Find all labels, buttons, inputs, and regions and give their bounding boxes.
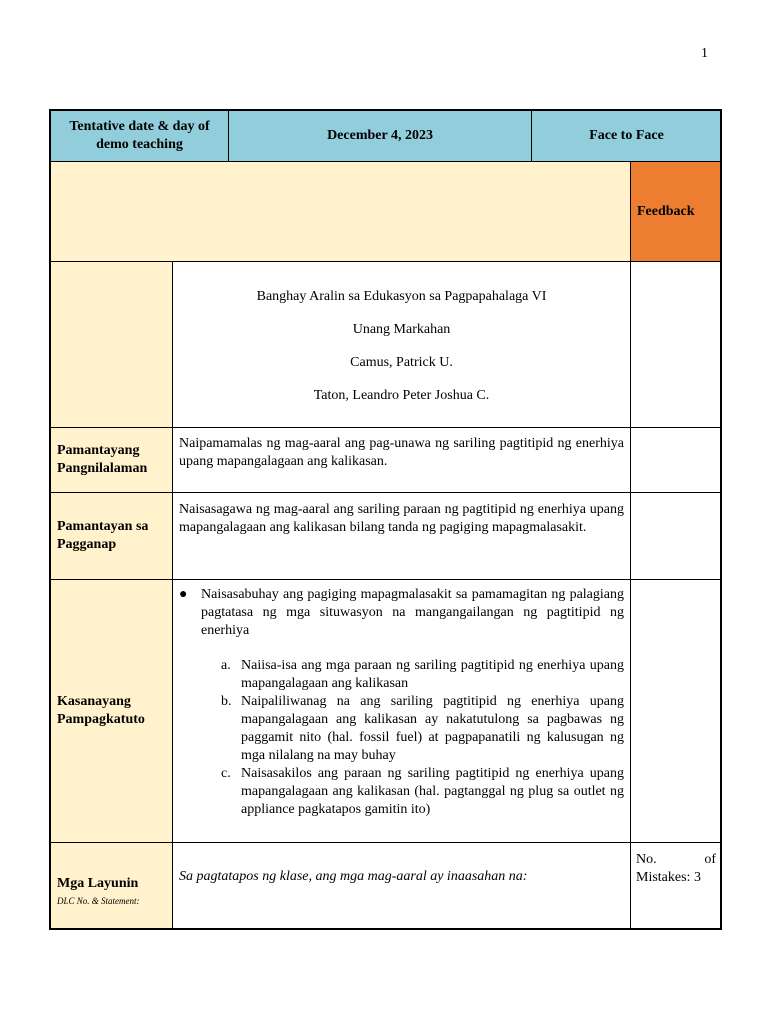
content-standard-text: Naipamamalas ng mag-aaral ang pag-unawa ng sariling pagtitipid ng enerhiya upang mapangalagaan ang kalikasan. [179, 436, 624, 469]
item-text: Naisasakilos ang paraan ng sariling pagtitipid ng enerhiya upang mapangalagaan ang kalikasan (hal. pagtanggal ng plug sa outlet ng appliance pagkatapos gamitin ito) [241, 766, 624, 817]
item-marker: b. [221, 694, 232, 709]
competency-cell [172, 579, 630, 842]
performance-standard-label-cell [50, 492, 172, 579]
mode-cell [531, 110, 721, 161]
date-value: December 4, 2023 [327, 128, 433, 143]
date-label-cell [50, 110, 228, 161]
performance-standard-text: Naisasagawa ng mag-aaral ang sariling paraan ng pagtitipid ng enerhiya upang mapangalagaan ang kalikasan bilang tanda ng pagiging mapagmalasakit. [179, 502, 624, 535]
date-label: Tentative date & day of demo teaching [69, 119, 210, 152]
mistakes-text: No. of Mistakes: 3 [636, 852, 716, 885]
feedback-header-cell [630, 161, 721, 261]
page-number: 1 [701, 46, 708, 61]
competency-item-c [217, 765, 624, 819]
author-1: Camus, Patrick U. [350, 355, 453, 370]
quarter-label: Unang Markahan [352, 322, 451, 337]
competency-label: Kasanayang Pampagkatuto [57, 694, 145, 727]
bullet-icon: ● [179, 587, 188, 602]
content-standard-label: Pamantayang Pangnilalaman [57, 443, 148, 476]
title-block [172, 261, 630, 427]
objectives-cell [172, 842, 630, 929]
objectives-label-cell [50, 842, 172, 929]
mistakes-cell [630, 842, 721, 929]
competency-label-cell [50, 579, 172, 842]
date-value-cell [228, 110, 531, 161]
item-text: Naipaliliwanag na ang sariling pagtitipid ng enerhiya upang mapangalagaan ang kalikasan ay nakatutulong sa pagbawas ng paggamit nito (hal. fossil fuel) at pagpapanatili ng kalusugan ng mga nilalang na may buhay [241, 694, 624, 763]
table-frame-right [720, 109, 722, 929]
mode-label: Face to Face [589, 128, 664, 143]
performance-standard-cell [172, 492, 630, 579]
content-standard-cell [172, 427, 630, 492]
objectives-label: Mga Layunin [57, 876, 139, 891]
table-frame-top [49, 109, 722, 111]
competency-item-b [217, 693, 624, 765]
competency-item-a [217, 657, 624, 693]
objectives-text: Sa pagtatapos ng klase, ang mga mag-aaral ay inaasahan na: [179, 869, 528, 884]
item-text: Naiisa-isa ang mga paraan ng sariling pagtitipid ng enerhiya upang mapangalagaan ang kalikasan [241, 658, 624, 691]
content-standard-label-cell [50, 427, 172, 492]
title-label-cell [50, 261, 172, 427]
table-frame-left [49, 109, 51, 929]
item-marker: c. [221, 766, 231, 781]
lesson-plan-title: Banghay Aralin sa Edukasyon sa Pagpapahalaga VI [256, 289, 547, 304]
feedback-label: Feedback [637, 203, 695, 219]
content-standard-feedback-cell [630, 427, 721, 492]
item-marker: a. [221, 658, 231, 673]
competency-feedback-cell [630, 579, 721, 842]
table-frame-bottom [49, 928, 722, 930]
performance-standard-feedback-cell [630, 492, 721, 579]
title-feedback-cell [630, 261, 721, 427]
author-2: Taton, Leandro Peter Joshua C. [313, 388, 490, 403]
performance-standard-label: Pamantayan sa Pagganap [57, 519, 149, 552]
objectives-sublabel: DLC No. & Statement: [57, 896, 140, 906]
competency-bullet-text: Naisasabuhay ang pagiging mapagmalasakit sa pamamagitan ng palagiang pagtatasa ng mga situwasyon na mangangailangan ng pagtitipid ng enerhiya [201, 587, 624, 638]
competency-bullet [179, 586, 624, 640]
banner-cell [50, 161, 630, 261]
